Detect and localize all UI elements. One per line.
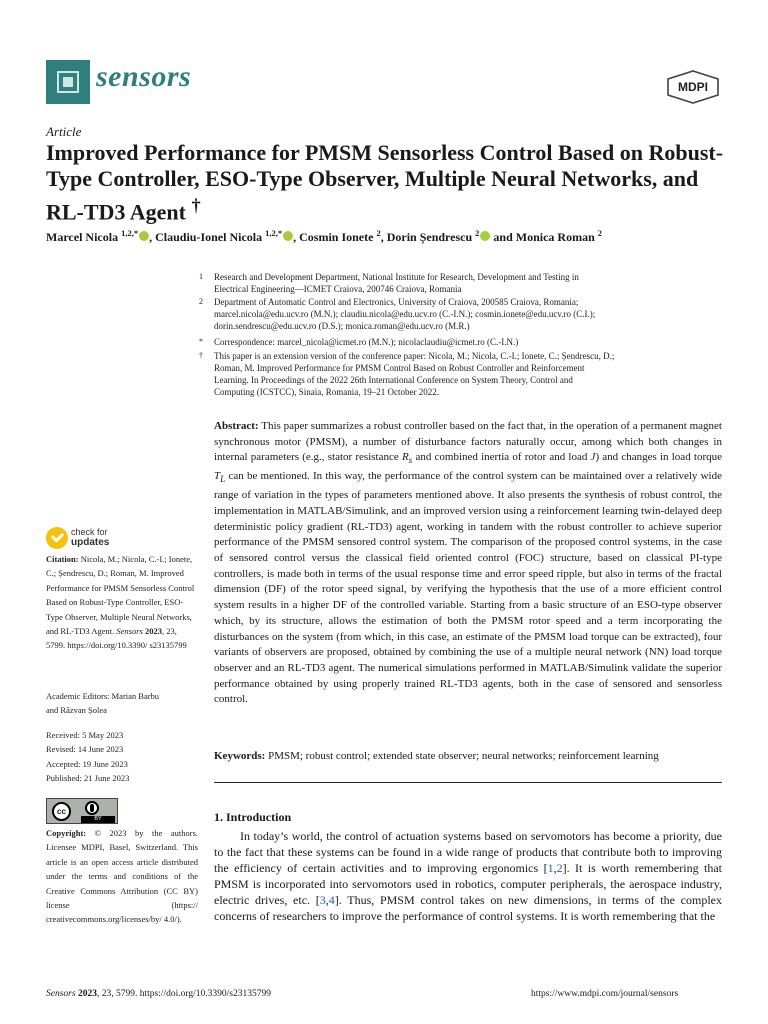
citation-journal: Sensors [116, 626, 143, 637]
intro-text: In today’s world, the control of actuation systems based on servomotors has become a priority, due to the fact that these systems can be found in a wide range of products that contribute both to improving the efficiency of certain activities and to improving ergonomics [ [214, 829, 722, 875]
affiliation-mark: † [199, 351, 203, 360]
citation-volume[interactable]: , 23, 5799. https://doi.org/10.3390/ s23135799 [46, 626, 187, 651]
orcid-icon[interactable] [283, 231, 293, 241]
editors-line: Academic Editors: Marian Barbu [46, 691, 160, 701]
attribution-person-icon [85, 801, 99, 815]
footer-doi[interactable]: , 23, 5799. https://doi.org/10.3390/s23135799 [96, 989, 271, 999]
check-updates-line2: updates [71, 537, 110, 548]
abstract-text: can be mentioned. In this way, the performance of the control system can be maintained over a relatively wide range of variation in the types of parameters mentioned above. It also presents the synthesis of robust control, the implementation in MATLAB/Simulink, and an improved version using a reinforcement learning twin-delayed deep deterministic policy gradient (RL-TD3) agent, working in tandem with the robust controller to achieve superior performance of the PMSM sensored control system. The comparison of the proposed control systems, in the case of sensored control versus the classical field oriented control (FOC) structure, based on classical PI-type controllers, is made both in terms of the usual response time and error speed ripple, but also in terms of the fractal dimension (DF) of the rotor speed signal, by verifying the hypothesis that the use of a more efficient control system results in a higher DF of the controlled variable. Starting from a basic structure of an ESO-type observer which, by its structure, allows the estimation of both the PMSM rotor speed and a term incorporating the disturbances on the system (from which, in this case, an estimate of the PMSM load torque can be extracted), four variants of observers are proposed, obtained by combining the use of a multiple neural network (NN) load torque observer and an RL-TD3 agent. The numerical simulations performed in MATLAB/Simulink validate the superior performance obtained by using properly trained RL-TD3 agents, both in the case of sensored and sensorless control. [214, 470, 722, 706]
checkmark-icon [46, 527, 68, 549]
math-var: T [214, 470, 221, 483]
citation-year: 2023 [144, 626, 162, 637]
section-heading: 1. Introduction [214, 810, 292, 824]
license-by-label: BY [81, 816, 115, 823]
affiliation-item [199, 296, 734, 332]
math-var: J [590, 451, 596, 464]
title-footnote-mark: † [191, 195, 201, 215]
abstract-text: This paper summarizes a robust controller based on the fact that, in the operation of a permanent magnet synchronous motor (PMSM), a number of disturbance factors naturally occur, among which both changes in internal parameters (e.g., stator resistance [214, 420, 722, 464]
copyright-block [46, 826, 198, 927]
check-updates-line1: check for [71, 527, 108, 537]
orcid-icon[interactable] [139, 231, 149, 241]
publication-dates [46, 728, 198, 786]
author-name[interactable]: Dorin Șendrescu [386, 230, 473, 244]
keywords-label: Keywords: [214, 750, 266, 762]
author-affiliation-sup: 1,2,* [121, 228, 139, 238]
publisher-logo[interactable] [667, 70, 719, 104]
article-type: Article [46, 124, 82, 139]
check-for-updates-button[interactable] [46, 526, 126, 552]
creative-commons-icon: cc [52, 802, 71, 821]
author-separator: , [380, 230, 387, 244]
footer-year: 2023 [77, 989, 97, 999]
author-separator: , [293, 230, 300, 244]
affiliation-item [199, 271, 734, 295]
journal-logo-icon [46, 60, 90, 104]
affiliation-mark: 2 [199, 297, 203, 306]
math-var: R [401, 451, 409, 464]
citation-label: Citation: [46, 554, 79, 564]
affiliation-line: Correspondence: marcel_nicola@icmet.ro (M.N.); nicolaclaudiu@icmet.ro (C.-I.N.) [214, 337, 519, 347]
author-affiliation-sup: 2 [376, 228, 381, 238]
citation-link[interactable]: 4 [328, 893, 335, 907]
affiliation-line: Electrical Engineering—ICMET Craiova, 200746 Craiova, Romania [214, 284, 462, 294]
copyright-text: © 2023 by the authors. Licensee MDPI, Basel, Switzerland. This article is an open access article distributed under the terms and conditions of the Creative Commons Attribution (CC BY) license (https:// creativecommons.org/licenses/by/ 4.0/). [46, 828, 199, 925]
date-line: Published: 21 June 2023 [46, 773, 130, 784]
affiliation-line: Department of Automatic Control and Electronics, University of Craiova, 200585 Craiova, Romania; [214, 297, 579, 307]
orcid-icon[interactable] [480, 231, 490, 241]
author-affiliation-sup: 1,2,* [265, 228, 283, 238]
intro-text: ]. It is worth remembering that PMSM is incorporated into servomotors used in robotics, computer peripherals, the aerospace industry, electric drives, etc. [ [214, 861, 722, 907]
academic-editors [46, 689, 198, 718]
citation-link[interactable]: 1 [547, 861, 554, 875]
affiliation-line: Learning. In Proceedings of the 2022 26th International Conference on System Theory, Control and [214, 375, 573, 385]
affiliation-line: dorin.sendrescu@edu.ucv.ro (D.S.); monica.roman@edu.ucv.ro (M.R.) [214, 321, 470, 331]
abstract-text: and combined inertia of rotor and load [412, 451, 591, 464]
footer-citation [46, 989, 271, 999]
affiliation-item [199, 350, 734, 398]
citation-link[interactable]: 3 [319, 893, 326, 907]
intro-paragraph [214, 828, 722, 924]
editors-line: and Răzvan Șolea [46, 705, 107, 716]
author-separator: , [149, 230, 156, 244]
journal-name[interactable]: sensors [96, 60, 192, 93]
citation-link[interactable]: 2 [556, 861, 563, 875]
author-separator: and [490, 230, 516, 244]
math-sub: L [220, 474, 226, 485]
date-line: Received: 5 May 2023 [46, 730, 124, 740]
section-divider [214, 782, 722, 783]
citation-text: Nicola, M.; Nicola, C.-I.; Ionete, C.; Șendrescu, D.; Roman, M. Improved Performance for PMSM Sensorless Control Based on Robust-Type Controller, ESO-Type Observer, Multiple Neural Networks, and RL-TD3 Agent. [46, 554, 195, 637]
citation-block [46, 552, 198, 653]
copyright-label: Copyright: [46, 828, 87, 838]
footer-journal-url[interactable]: https://www.mdpi.com/journal/sensors [531, 989, 679, 999]
affiliation-item [199, 336, 734, 348]
author-name[interactable]: Cosmin Ionete [299, 230, 374, 244]
affiliation-mark: * [199, 337, 203, 346]
affiliation-line: Roman, M. Improved Performance for PMSM Control Based on Robust Controller and Reinforcement [214, 363, 585, 373]
abstract-text: ) and changes in load torque [595, 451, 722, 464]
date-line: Accepted: 19 June 2023 [46, 758, 128, 769]
keywords-text: PMSM; robust control; extended state observer; neural networks; reinforcement learning [268, 750, 659, 762]
affiliation-line: This paper is an extension version of the conference paper: Nicola, M.; Nicola, C.-I.; Ionete, C.; Șendrescu, D.; [214, 351, 615, 361]
author-affiliation-sup: 2 [597, 228, 603, 238]
math-sub: s [408, 455, 413, 466]
author-name[interactable]: Monica Roman [515, 230, 595, 244]
intro-text: , [553, 861, 557, 875]
affiliation-line: marcel.nicola@edu.ucv.ro (M.N.); claudiu.nicola@edu.ucv.ro (C.-I.N.); cosmin.ionete@edu.ucv.ro (C.I.); [214, 309, 596, 319]
abstract [214, 419, 722, 708]
footer-journal: Sensors [46, 989, 76, 999]
affiliation-mark: 1 [199, 272, 203, 281]
article-title-text: Improved Performance for PMSM Sensorless Control Based on Robust-Type Controller, ESO-Type Observer, Multiple Neural Networks, and RL-TD3 Agent [46, 140, 724, 225]
author-name[interactable]: Claudiu-Ionel Nicola [155, 230, 263, 244]
date-line: Revised: 14 June 2023 [46, 744, 124, 755]
cc-by-license-badge[interactable] [46, 798, 118, 824]
affiliation-line: Computing (ICSTCC), Sinaia, Romania, 19–21 October 2022. [214, 387, 439, 397]
affiliation-line: Research and Development Department, National Institute for Research, Development and Testing in [214, 272, 579, 282]
article-title [46, 140, 736, 225]
intro-text: ]. Thus, PMSM control takes on new dimensions, in terms of the complex concerns of researchers to improve the performance of control systems. It is worth remembering that the [214, 893, 722, 923]
abstract-label: Abstract: [214, 420, 259, 432]
intro-text: , [325, 893, 329, 907]
author-list [46, 228, 746, 245]
author-name[interactable]: Marcel Nicola [46, 230, 119, 244]
author-affiliation-sup: 2 [475, 228, 480, 238]
keywords [214, 750, 724, 762]
publisher-name: MDPI [678, 80, 708, 94]
